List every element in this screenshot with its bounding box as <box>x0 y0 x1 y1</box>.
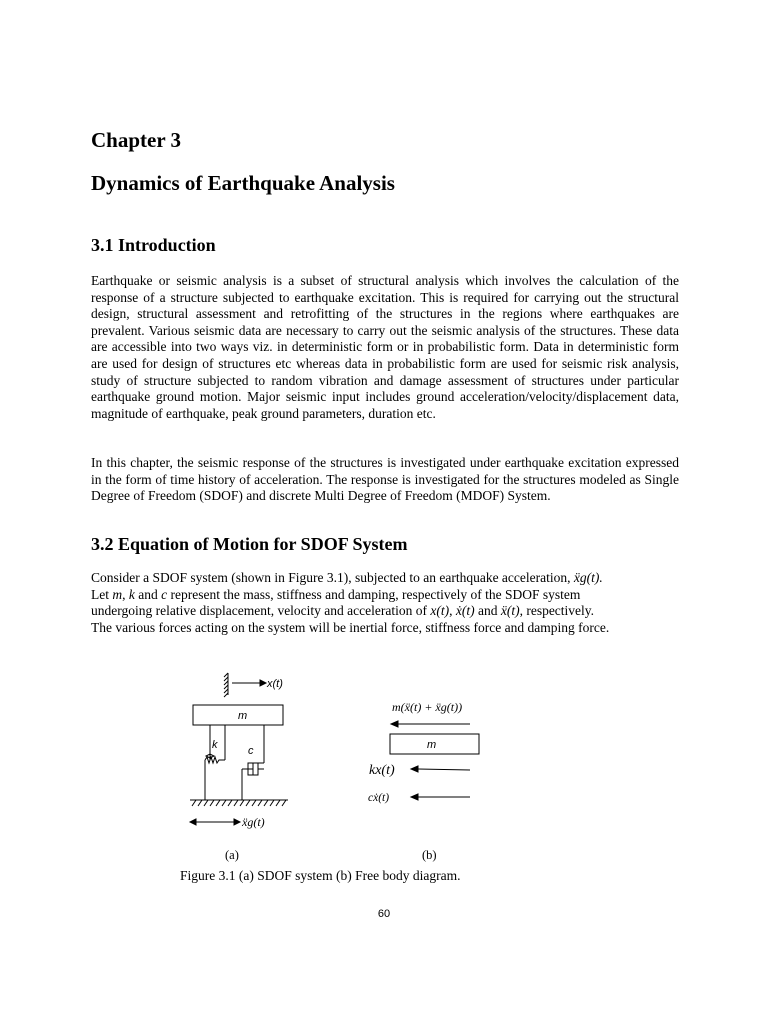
spring-label: k <box>212 739 218 751</box>
sdof-sep-1: , <box>122 586 126 602</box>
damping-symbol: c <box>161 586 168 602</box>
damper-label: c <box>248 745 254 757</box>
intro-paragraph-2-text: In this chapter, the seismic response of the structures is investigated under earthquake excitation expressed in the form of time history of acceleration. The response is investigated for the structures modeled as Single Degree of Freedom (SDOF) and discrete Multi Degree of Freedom (MDOF) System. <box>91 455 679 504</box>
ground-acceleration-symbol: ẍg(t). <box>573 570 603 585</box>
chapter-label: Chapter 3 <box>91 128 182 152</box>
damping-force-arrow <box>411 794 470 800</box>
mass-label-a: m <box>238 710 248 722</box>
ground-acceleration-label: ẍg(t) <box>242 815 265 829</box>
spring-force-label: kx(t) <box>369 763 395 778</box>
damping-force-label: cẋ(t) <box>368 792 390 804</box>
ground <box>190 800 288 806</box>
reference-wall-hatch <box>224 673 228 697</box>
mass-label-b: m <box>427 739 437 751</box>
stiffness-symbol: k <box>128 586 135 602</box>
figure-3-1 <box>170 660 590 900</box>
page-number: 60 <box>377 908 391 920</box>
velocity-symbol: ẋ(t) <box>455 603 475 619</box>
section-heading-introduction: 3.1 Introduction <box>91 235 216 255</box>
panel-label-a: (a) <box>225 848 239 862</box>
sdof-paragraph <box>91 570 679 636</box>
sdof-line-1 <box>91 570 679 587</box>
sdof-line-3-c: , respectively. <box>519 603 595 619</box>
spring-force-arrow <box>411 766 470 772</box>
acceleration-symbol: ẍ(t) <box>500 603 520 619</box>
intro-paragraph-1 <box>91 273 679 422</box>
free-body-diagram <box>390 721 479 800</box>
inertia-force-arrow <box>391 721 470 727</box>
sdof-system-diagram <box>190 673 288 825</box>
mass-symbol: m <box>112 586 123 602</box>
sdof-line-1-text: Consider a SDOF system (shown in Figure 3.1), subjected to an earthquake acceleration, <box>91 570 571 585</box>
damper <box>242 725 264 800</box>
sdof-line-2-a: Let <box>91 586 109 602</box>
inertia-force-label: m(ẍ(t) + ẍg(t)) <box>392 700 463 714</box>
figure-3-1-drawing <box>170 660 590 900</box>
displacement-arrow <box>232 680 266 686</box>
sdof-line-3-b: and <box>477 603 498 619</box>
intro-paragraph-2 <box>91 455 679 505</box>
sdof-line-2 <box>91 587 679 604</box>
sdof-sep-2: , <box>449 603 453 619</box>
chapter-title: Dynamics of Earthquake Analysis <box>91 171 395 195</box>
panel-label-b: (b) <box>422 848 437 862</box>
ground-acceleration-arrow <box>190 819 240 825</box>
sdof-line-4: The various forces acting on the system will be inertial force, stiffness force and damping force. <box>91 619 610 635</box>
sdof-line-2-c: represent the mass, stiffness and damping, respectively of the SDOF system <box>170 586 581 602</box>
figure-caption: Figure 3.1 (a) SDOF system (b) Free body diagram. <box>180 868 461 883</box>
spring <box>205 725 225 800</box>
intro-paragraph-1-text: Earthquake or seismic analysis is a subset of structural analysis which involves the calculation of the response of a structure subjected to earthquake excitation. This is required for carrying out the structural design, structural assessment and retrofitting of the structures in the regions where earthquakes are prevalent. Various seismic data are necessary to carry out the seismic analysis of the structures. These data are accessible into two ways viz. in deterministic form or in probabilistic form. Data in deterministic form are used for design of structures etc whereas data in probabilistic form are used for seismic risk analysis, study of structure subjected to random vibration and damage assessment of structures under particular earthquake ground motion. Major seismic input includes ground acceleration/velocity/displacement data, magnitude of earthquake, peak ground parameters, duration etc. <box>91 273 679 421</box>
sdof-line-2-b: and <box>138 586 158 602</box>
sdof-line-3-a: undergoing relative displacement, velocity and acceleration of <box>91 603 427 619</box>
displacement-label: x(t) <box>267 678 283 690</box>
sdof-line-3 <box>91 603 679 620</box>
displacement-symbol: x(t) <box>430 603 450 619</box>
section-heading-sdof: 3.2 Equation of Motion for SDOF System <box>91 534 408 554</box>
